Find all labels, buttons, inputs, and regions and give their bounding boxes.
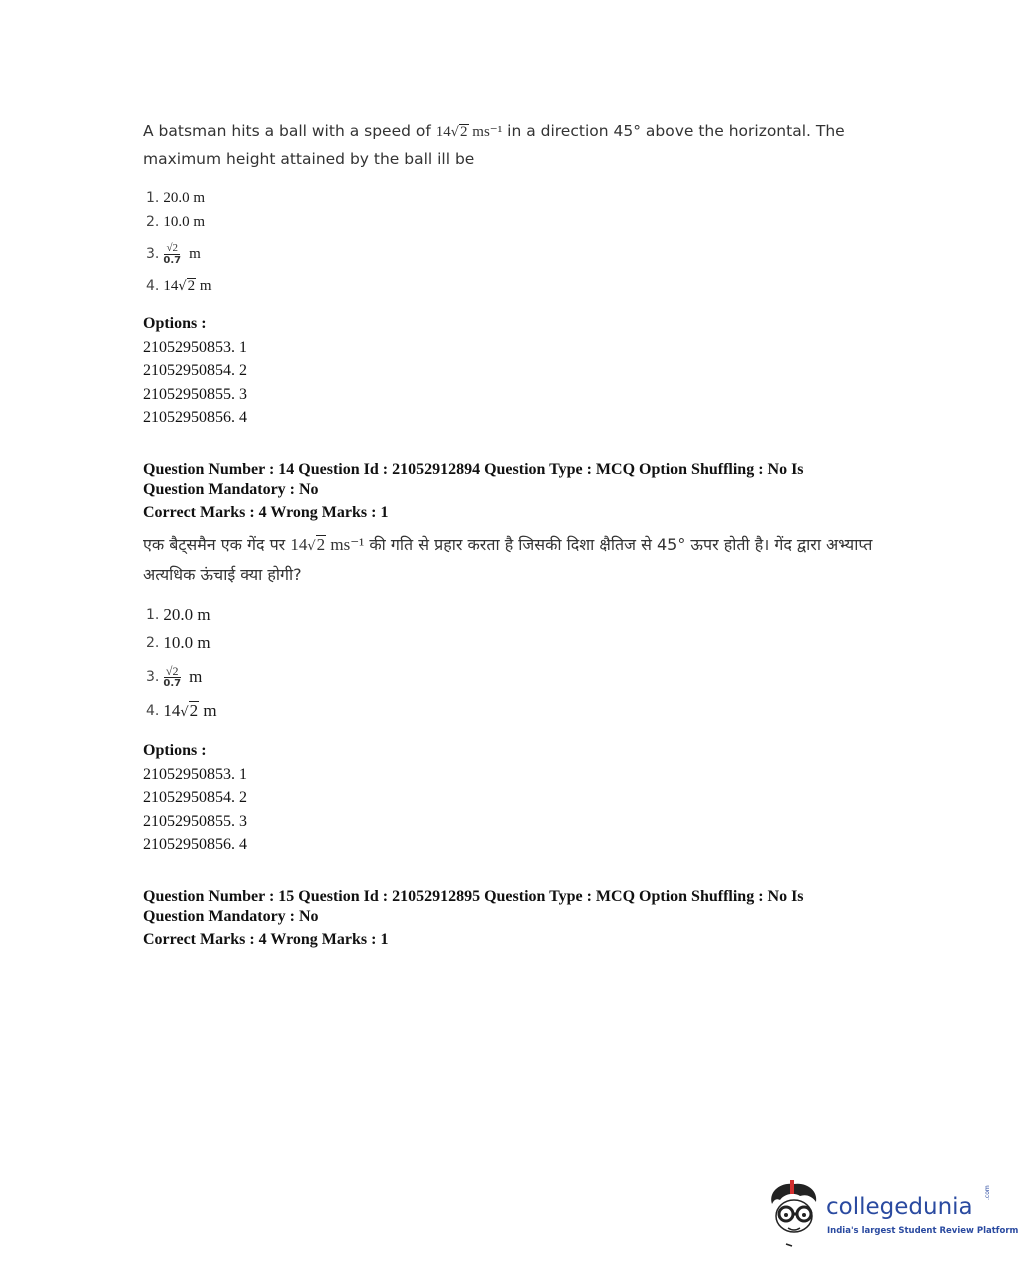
question-meta: Question Number : 14 Question Id : 21052912894 Question Type : MCQ Option Shuffling : No Is <box>143 461 804 478</box>
option-id: 21052950855. 3 <box>143 812 247 830</box>
option-id: 21052950854. 2 <box>143 362 247 379</box>
question-14-text <box>143 531 873 589</box>
speed-expression: 14√2 ms⁻¹ <box>435 124 503 140</box>
fraction: $\frac{√2}{0.7}$ <box>163 663 182 689</box>
question-13-option-ids <box>143 312 247 430</box>
brand-domain: .com <box>984 1185 991 1200</box>
question-14-header <box>143 460 804 523</box>
options-label: Options : <box>143 742 207 759</box>
option-1: 1. 20.0 m <box>146 189 206 206</box>
question-13-options <box>146 186 212 298</box>
option-4: 4. 14√2 m <box>146 701 217 720</box>
brand-tagline: India's largest Student Review Platform <box>827 1226 1019 1236</box>
question-15-header <box>143 887 804 950</box>
option-id: 21052950856. 4 <box>143 409 247 426</box>
option-id: 21052950853. 1 <box>143 765 247 783</box>
option-3: 3. $\frac{√2}{0.7}$ m <box>146 241 201 266</box>
option-id: 21052950854. 2 <box>143 789 247 806</box>
speed-expression: 14√2 ms⁻¹ <box>290 535 365 554</box>
question-text-part: in a direction 45° above the horizontal. The maximum height attained by the ball ill be <box>143 122 845 168</box>
mascot-icon <box>766 1178 826 1250</box>
options-label: Options : <box>143 315 207 332</box>
option-id: 21052950856. 4 <box>143 836 247 853</box>
question-text-part: एक बैट्समैन एक गेंद पर <box>143 535 291 554</box>
fraction: $\frac{√2}{0.7}$ <box>163 241 182 266</box>
option-2: 2. 10.0 m <box>146 633 211 652</box>
option-2: 2. 10.0 m <box>146 213 206 230</box>
question-marks: Correct Marks : 4 Wrong Marks : 1 <box>143 931 389 948</box>
question-14-option-ids <box>143 739 247 857</box>
question-text-part: की गति से प्रहार करता है जिसकी दिशा क्षैतिज से 45° ऊपर होती है। गेंद द्वारा अभ्याप्त अत्यधिक ऊंचाई क्या होगी? <box>143 535 873 584</box>
question-marks: Correct Marks : 4 Wrong Marks : 1 <box>143 504 389 521</box>
brand-name: collegedunia <box>826 1194 973 1220</box>
option-id: 21052950855. 3 <box>143 385 247 403</box>
question-mandatory: Question Mandatory : No <box>143 908 319 925</box>
option-4: 4. 14√2 m <box>146 277 212 294</box>
question-13-text <box>143 118 863 172</box>
option-3: 3. $\frac{√2}{0.7}$ m <box>146 663 203 689</box>
collegedunia-logo <box>766 1178 1019 1250</box>
option-1: 1. 20.0 m <box>146 605 211 624</box>
question-mandatory: Question Mandatory : No <box>143 481 319 498</box>
question-text-part: A batsman hits a ball with a speed of <box>143 122 436 140</box>
question-meta: Question Number : 15 Question Id : 21052912895 Question Type : MCQ Option Shuffling : No Is <box>143 888 804 905</box>
option-id: 21052950853. 1 <box>143 338 247 356</box>
question-14-options <box>146 601 217 725</box>
